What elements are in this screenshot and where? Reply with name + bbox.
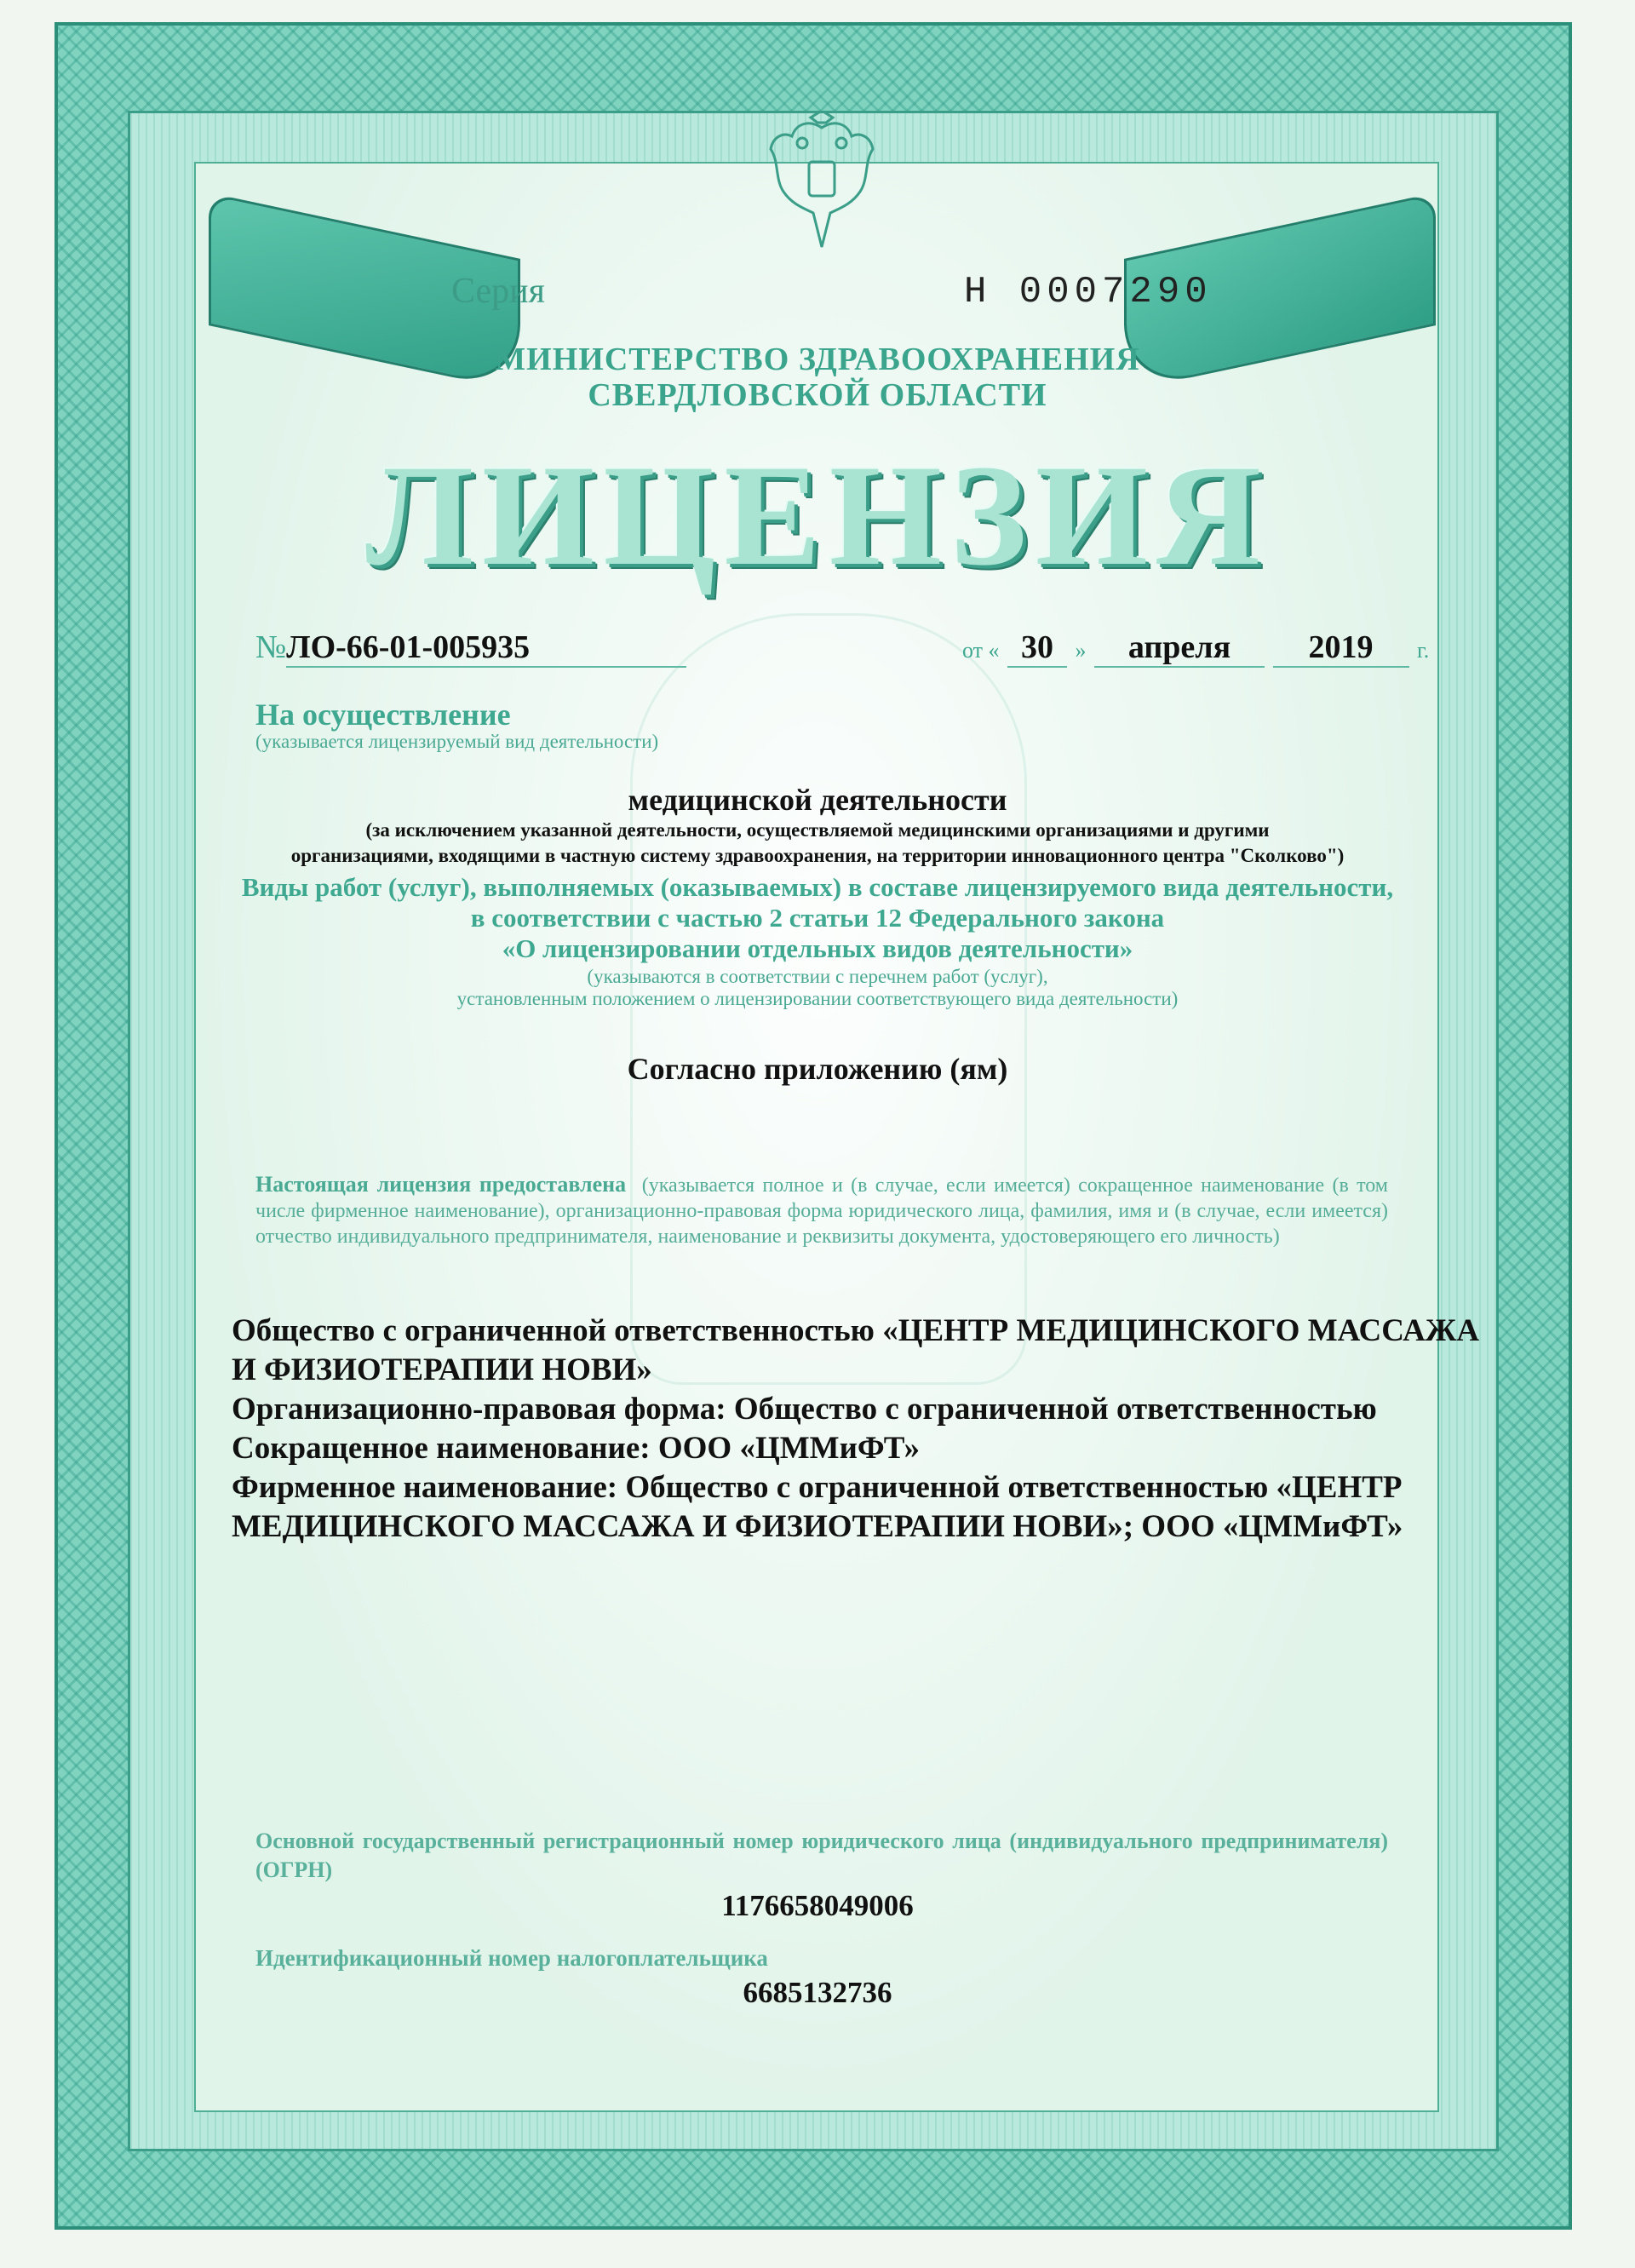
works-line2: в соответствии с частью 2 статьи 12 Федерального закона bbox=[470, 903, 1165, 933]
according-to-annex: Согласно приложению (ям) bbox=[627, 1052, 1008, 1086]
works-hint1: (указываются в соответствии с перечнем работ (услуг), bbox=[587, 966, 1048, 987]
ministry-name-line2: СВЕРДЛОВСКОЙ ОБЛАСТИ bbox=[588, 377, 1047, 413]
granted-lead: Настоящая лицензия предоставлена bbox=[255, 1172, 627, 1197]
granted-paragraph bbox=[255, 1172, 1388, 1249]
ogrn-label: Основной государственный регистрационный номер юридического лица (индивидуального предпринимателя) (ОГРН) bbox=[255, 1829, 1388, 1882]
inn-label: Идентификационный номер налогоплательщика bbox=[255, 1945, 768, 1971]
number-prefix: № bbox=[255, 629, 287, 665]
document-title: ЛИЦЕНЗИЯ bbox=[365, 435, 1270, 595]
works-line1: Виды работ (услуг), выполняемых (оказываемых) в составе лицензируемого вида деятельности, bbox=[241, 872, 1394, 902]
activity-exclusion-line2: организациями, входящими в частную систему здравоохранения, на территории инновационного центра "Сколково") bbox=[290, 845, 1345, 866]
works-line3: «О лицензировании отдельных видов деятельности» bbox=[502, 933, 1133, 963]
organization-block bbox=[232, 1312, 1526, 1547]
date-day-close: » bbox=[1075, 638, 1087, 663]
series-number: Н 0007290 bbox=[964, 271, 1213, 313]
org-line1: Общество с ограниченной ответственностью «ЦЕНТР МЕДИЦИНСКОГО МАССАЖА bbox=[232, 1313, 1480, 1348]
works-hint2: установленным положением о лицензировании соответствующего вида деятельности) bbox=[456, 988, 1179, 1009]
activity-name: медицинской деятельности bbox=[628, 783, 1007, 817]
inn-value: 6685132736 bbox=[743, 1976, 892, 2009]
date-prefix: от « bbox=[962, 638, 1000, 663]
license-year: 2019 bbox=[1273, 629, 1409, 668]
activity-label: На осуществление bbox=[255, 698, 511, 732]
year-suffix: г. bbox=[1417, 638, 1430, 663]
activity-hint: (указывается лицензируемый вид деятельности) bbox=[255, 731, 659, 752]
ministry-name-line1: МИНИСТЕРСТВО ЗДРАВООХРАНЕНИЯ bbox=[495, 342, 1140, 377]
license-date-row bbox=[962, 629, 1429, 668]
double-headed-eagle-icon bbox=[758, 111, 886, 260]
activity-exclusion-line1: (за исключением указанной деятельности, осуществляемой медицинскими организациями и другими bbox=[365, 819, 1270, 841]
license-number-row bbox=[255, 629, 686, 668]
series-label: Серия bbox=[451, 272, 545, 311]
org-line5: Фирменное наименование: Общество с ограниченной ответственностью «ЦЕНТР bbox=[232, 1470, 1403, 1505]
org-line3: Организационно-правовая форма: Общество с ограниченной ответственностью bbox=[232, 1392, 1377, 1427]
org-line4: Сокращенное наименование: ООО «ЦММиФТ» bbox=[232, 1431, 920, 1466]
org-line6: МЕДИЦИНСКОГО МАССАЖА И ФИЗИОТЕРАПИИ НОВИ»; ООО «ЦММиФТ» bbox=[232, 1509, 1403, 1544]
ogrn-value: 1176658049006 bbox=[721, 1889, 914, 1922]
org-line2: И ФИЗИОТЕРАПИИ НОВИ» bbox=[232, 1352, 652, 1387]
license-number: ЛО-66-01-005935 bbox=[286, 629, 686, 668]
license-day: 30 bbox=[1007, 629, 1067, 668]
granted-text: (указывается полное и (в случае, если имеется) сокращенное наименование (в том числе фирменное наименование), организационно-правовая форма юридического лица, фамилия, имя и (в случае, если имеется) отчество индивидуального предпринимателя, наименование и реквизиты документа, удостоверяющего его личность) bbox=[255, 1174, 1388, 1248]
license-month: апреля bbox=[1094, 629, 1265, 668]
